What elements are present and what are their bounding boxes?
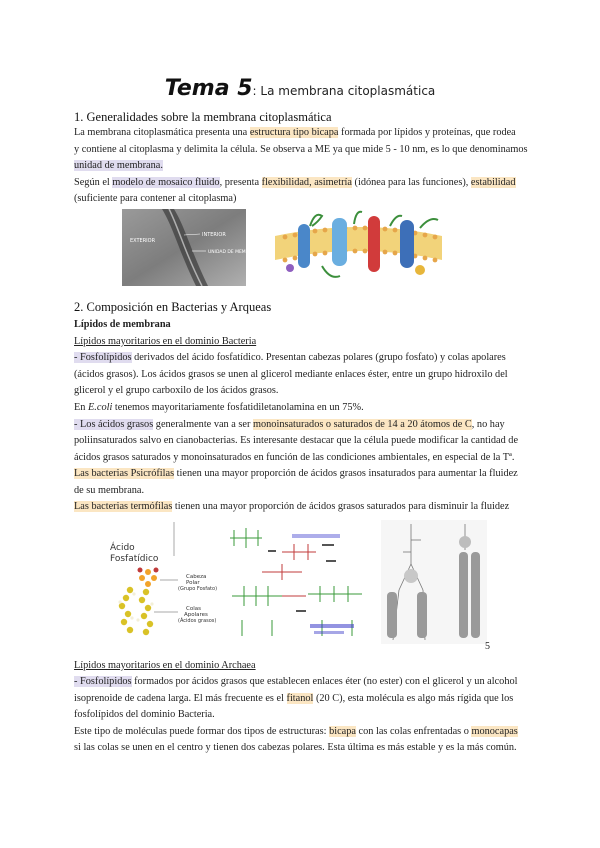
a-line2: isoprenoide de cadena larga. El más frecuente es el fitanol (20 C), esta molécula es algo más rígida que los: [74, 693, 514, 704]
svg-text:Apolares: Apolares: [184, 612, 208, 618]
page-number: 5: [485, 641, 490, 652]
b-line5: - Los ácidos grasos generalmente van a ser monoinsaturados o saturados de 14 a 20 átomos de C, no hay: [74, 419, 505, 430]
s1-line5: (suficiente para contener al citoplasma): [74, 193, 237, 204]
a-line5: si las colas se unen en el centro y tienen dos cabezas polares. Esta última es más estable y es la más común.: [74, 742, 517, 753]
b-line3: glicerol y el grupo carboxilo de los ácidos grasos.: [74, 385, 279, 396]
svg-text:Ácido: Ácido: [110, 543, 135, 553]
a-line1: - Fosfolípidos formados por ácidos grasos que establecen enlaces éter (no ester) con el glicerol y un alcohol: [74, 676, 518, 687]
s1-line3: unidad de membrana.: [74, 160, 163, 171]
svg-text:(Ácidos grasos): (Ácidos grasos): [178, 618, 217, 624]
a-line3: fosfolípidos del dominio Bacteria.: [74, 709, 215, 720]
chemical-structure-figure: [222, 524, 372, 642]
glycerophospholipid-figure: [381, 520, 487, 644]
b-line8: Las bacterias Psicrófilas tienen una mayor proporción de ácidos grasos insaturados para aumentar la fluidez: [74, 468, 518, 479]
fluid-mosaic-model-image: [270, 206, 448, 286]
page-title: [0, 76, 600, 101]
svg-text:EXTERIOR: EXTERIOR: [130, 238, 156, 244]
section1-heading: 1. Generalidades sobre la membrana citoplasmática: [74, 110, 332, 124]
b-line6: poliinsaturados salvo en cianobacterias. Es interesante destacar que la célula puede modificar la cantidad de: [74, 435, 519, 446]
svg-text:INTERIOR: INTERIOR: [202, 232, 226, 238]
s1-line4: Según el modelo de mosaico fluido, presenta flexibilidad, asimetría (idónea para las funciones), estabilidad: [74, 177, 516, 188]
phosphatidic-acid-figure: [108, 520, 220, 642]
b-line4: En E.coli tenemos mayoritariamente fosfatidiletanolamina en un 75%.: [74, 402, 364, 413]
svg-text:Cabeza: Cabeza: [186, 574, 207, 580]
a-line4: Este tipo de moléculas puede formar dos tipos de estructuras: bicapa con las colas enfrentadas o monocapas: [74, 726, 518, 737]
svg-text:Colas: Colas: [186, 606, 201, 612]
svg-text:Fosfatídico: Fosfatídico: [110, 554, 159, 564]
bacteria-title: Lípidos mayoritarios en el dominio Bacteria: [74, 336, 257, 347]
b-line9: de su membrana.: [74, 485, 145, 496]
b-line2: (ácidos grasos). Los ácidos grasos se unen al glicerol mediante enlaces éster, entre un grupo hidroxilo del: [74, 369, 508, 380]
s1-line2: y contiene al citoplasma y delimita la célula. Se observa a ME ya que mide 5 - 10 nm, es lo que denominamos: [74, 144, 528, 155]
svg-text:(Grupo Fosfato): (Grupo Fosfato): [178, 586, 218, 592]
b-line7: ácidos grasos saturados y monoinsaturados en función de las condiciones ambientales, en especial de la Tª.: [74, 452, 515, 463]
b-line1: - Fosfolípidos derivados del ácido fosfatídico. Presentan cabezas polares (grupo fosfato) y colas apolares: [74, 352, 506, 363]
archaea-title: Lípidos mayoritarios en el dominio Archaea: [74, 660, 256, 671]
lipidos-subheading: Lípidos de membrana: [74, 319, 171, 330]
title-main: Tema 5: [164, 76, 253, 101]
svg-text:UNIDAD DE MEMBRANA: UNIDAD DE MEMBRANA: [208, 250, 262, 255]
s1-line1: La membrana citoplasmática presenta una estructura tipo bicapa formada por lípidos y proteínas, que rodea: [74, 127, 516, 138]
section2-heading: 2. Composición en Bacterias y Arqueas: [74, 300, 272, 314]
svg-text:Polar: Polar: [186, 580, 200, 586]
b-line10: Las bacterias termófilas tienen una mayor proporción de ácidos grasos saturados para disminuir la fluidez: [74, 501, 510, 512]
title-sub: : La membrana citoplasmática: [252, 84, 436, 98]
membrane-micrograph-image: [122, 209, 262, 286]
